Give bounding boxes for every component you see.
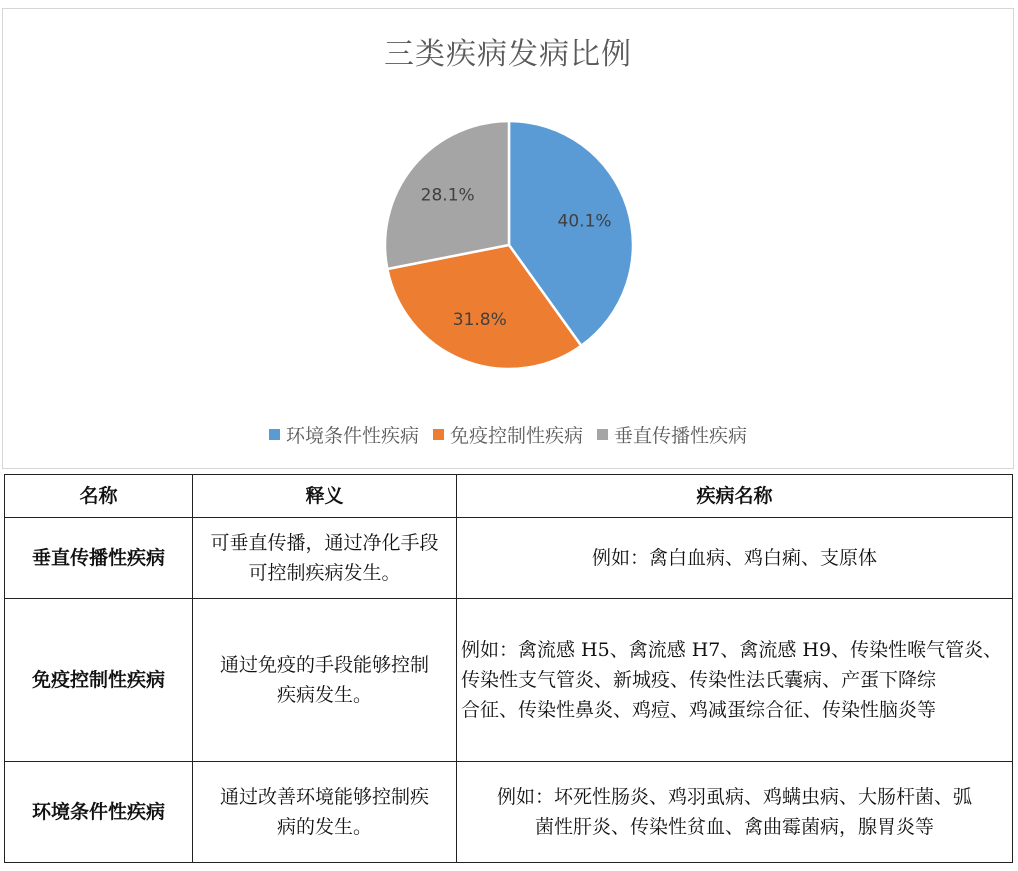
legend-swatch-vertical — [597, 429, 608, 440]
definition-line: 病的发生。 — [276, 816, 372, 838]
legend-label-vertical: 垂直传播性疾病 — [614, 425, 748, 447]
table-row — [5, 762, 1013, 863]
legend-item-immune — [433, 421, 583, 448]
legend-item-vertical — [597, 421, 747, 448]
row-name: 环境条件性疾病 — [5, 762, 193, 863]
row-definition — [193, 599, 457, 762]
row-definition — [193, 762, 457, 863]
definition-line: 可控制疾病发生。 — [248, 562, 401, 584]
header-definition: 释义 — [193, 475, 457, 518]
disease-table — [4, 474, 1013, 863]
chart-panel — [2, 8, 1014, 469]
data-label-vertical: 28.1% — [420, 185, 475, 206]
chart-legend — [3, 421, 1013, 448]
table-header-row — [5, 475, 1013, 518]
disease-line: 传染性支气管炎、新城疫、传染性法氏囊病、产蛋下降综 — [461, 669, 937, 691]
legend-swatch-immune — [433, 429, 444, 440]
row-diseases — [457, 518, 1013, 599]
row-name: 免疫控制性疾病 — [5, 599, 193, 762]
chart-title: 三类疾病发病比例 — [384, 37, 632, 72]
legend-swatch-env — [269, 429, 280, 440]
definition-line: 疾病发生。 — [276, 684, 372, 706]
row-name: 垂直传播性疾病 — [5, 518, 193, 599]
disease-line: 例如：禽白血病、鸡白痢、支原体 — [591, 547, 877, 569]
legend-label-env: 环境条件性疾病 — [285, 425, 419, 447]
row-definition — [193, 518, 457, 599]
disease-line: 合征、传染性鼻炎、鸡痘、鸡减蛋综合征、传染性脑炎等 — [461, 699, 937, 721]
disease-line: 例如：坏死性肠炎、鸡羽虱病、鸡螨虫病、大肠杆菌、弧 — [496, 786, 972, 808]
definition-line: 通过改善环境能够控制疾 — [219, 786, 429, 808]
definition-line: 可垂直传播，通过净化手段 — [210, 532, 439, 554]
data-label-env: 40.1% — [557, 211, 612, 232]
row-diseases — [457, 762, 1013, 863]
disease-line: 菌性肝炎、传染性贫血、禽曲霉菌病，腺胃炎等 — [534, 816, 934, 838]
header-disease-names: 疾病名称 — [457, 475, 1013, 518]
legend-label-immune: 免疫控制性疾病 — [449, 425, 583, 447]
definition-line: 通过免疫的手段能够控制 — [219, 654, 429, 676]
row-diseases — [457, 599, 1013, 762]
legend-item-env — [269, 421, 419, 448]
pie-chart — [3, 9, 1013, 468]
table-row — [5, 518, 1013, 599]
table-row — [5, 599, 1013, 762]
header-name: 名称 — [5, 475, 193, 518]
data-label-immune: 31.8% — [452, 309, 507, 330]
disease-line: 例如：禽流感 H5、禽流感 H7、禽流感 H9、传染性喉气管炎、 — [461, 639, 1003, 661]
